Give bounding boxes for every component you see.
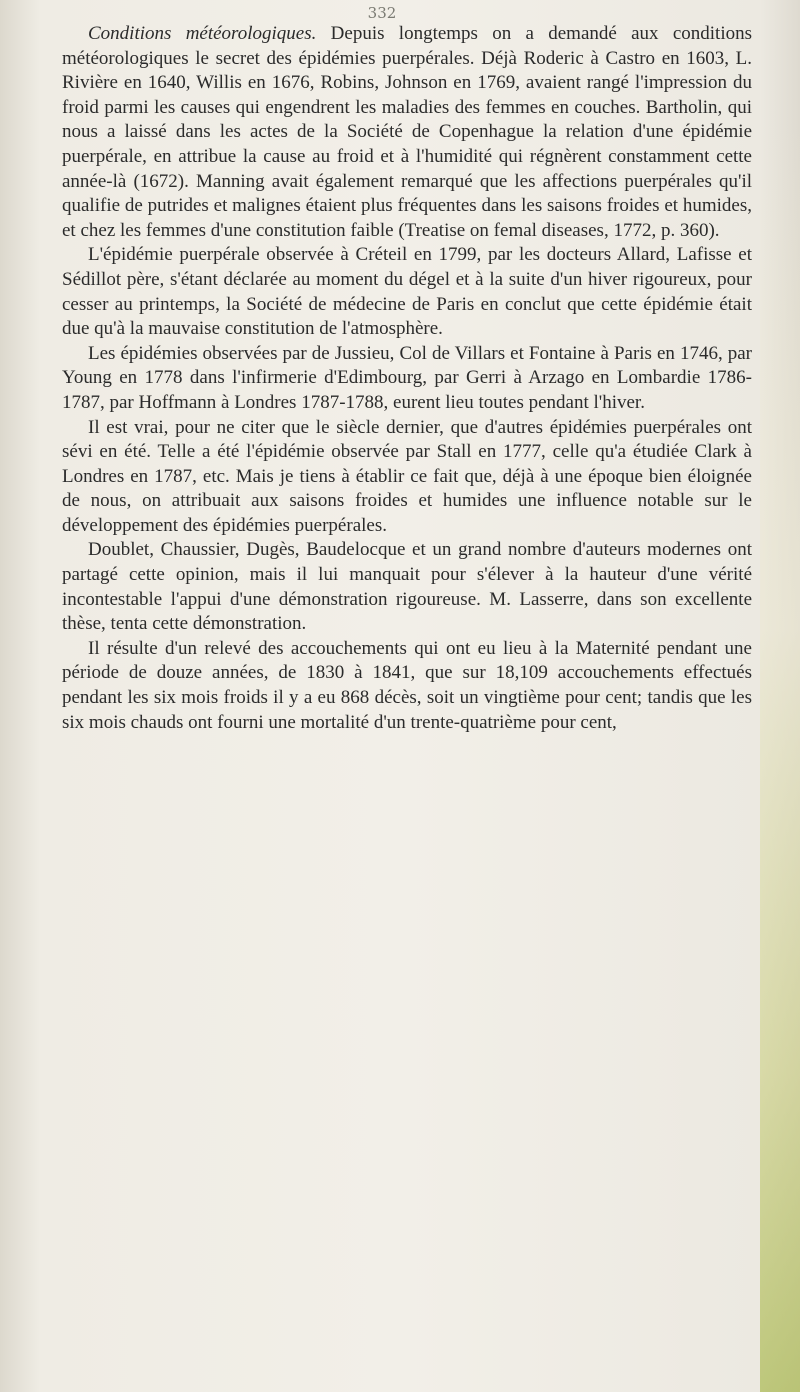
paragraph: Les épidémies observées par de Jussieu, Col de Villars et Fontaine à Paris en 1746, par Young en 1778 dans l'infirmerie d'Edimbourg, par Gerri à Arzago en Lombardie 1786-1787, par Hoffmann à Londres 1787-1788, eurent lieu toutes pendant l'hiver. xyxy=(62,342,752,413)
paragraph: Il est vrai, pour ne citer que le siècle dernier, que d'autres épidémies puerpérales ont sévi en été. Telle a été l'épidémie observée par Stall en 1777, celle qu'a étudiée Clark à Londres en 1787, etc. Mais je tiens à établir ce fait que, déjà à une époque bien éloignée de nous, on attribuait aux saisons froides et humides une influence notable sur le développement des épidémies puerpérales. xyxy=(62,416,752,536)
paragraph xyxy=(62,22,752,243)
paragraph: L'épidémie puerpérale observée à Créteil en 1799, par les docteurs Allard, Lafisse et Sédillot père, s'étant déclarée au moment du dégel et à la suite d'un hiver rigoureux, pour cesser au printemps, la Société de médecine de Paris en conclut que cette épidémie était due qu'à la mauvaise constitution de l'atmosphère. xyxy=(62,244,752,340)
section-lead: Conditions météorologiques. xyxy=(88,23,317,44)
page-number: 332 xyxy=(367,4,397,22)
paper-discoloration xyxy=(760,120,800,1392)
paragraph: Il résulte d'un relevé des accouchements qui ont eu lieu à la Maternité pendant une période de douze années, de 1830 à 1841, que sur 18,109 accouchements effectués pendant les six mois froids il y a eu 868 décès, soit un vingtième pour cent; tandis que les six mois chauds ont fourni une mortalité d'un trente-quatrième pour cent, xyxy=(62,637,752,733)
paragraph: Doublet, Chaussier, Dugès, Baudelocque et un grand nombre d'auteurs modernes ont partagé cette opinion, mais il lui manquait pour s'élever à la hauteur d'une vérité incontestable l'appui d'une démonstration rigoureuse. M. Lasserre, dans son excellente thèse, tenta cette démonstration. xyxy=(62,539,752,635)
paragraph-text: Depuis longtemps on a demandé aux conditions météorologiques le secret des épidémies puerpérales. Déjà Roderic à Castro en 1603, L. Rivière en 1640, Willis en 1676, Robins, Johnson en 1769, avaient rangé l'impression du froid parmi les causes qui engendrent les maladies des femmes en couches. Bartholin, qui nous a laissé dans les actes de la Société de Copenhague la relation d'une épidémie puerpérale, en attribue la cause au froid et à l'humidité qui régnèrent constamment cette année-là (1672). Manning avait également remarqué que les affections puerpérales qu'il qualifie de putrides et malignes étaient plus fréquentes dans les saisons froides et humides, et chez les femmes d'une constitution faible (Treatise on femal diseases, 1772, p. 360). xyxy=(62,23,752,241)
body-text xyxy=(62,22,752,735)
